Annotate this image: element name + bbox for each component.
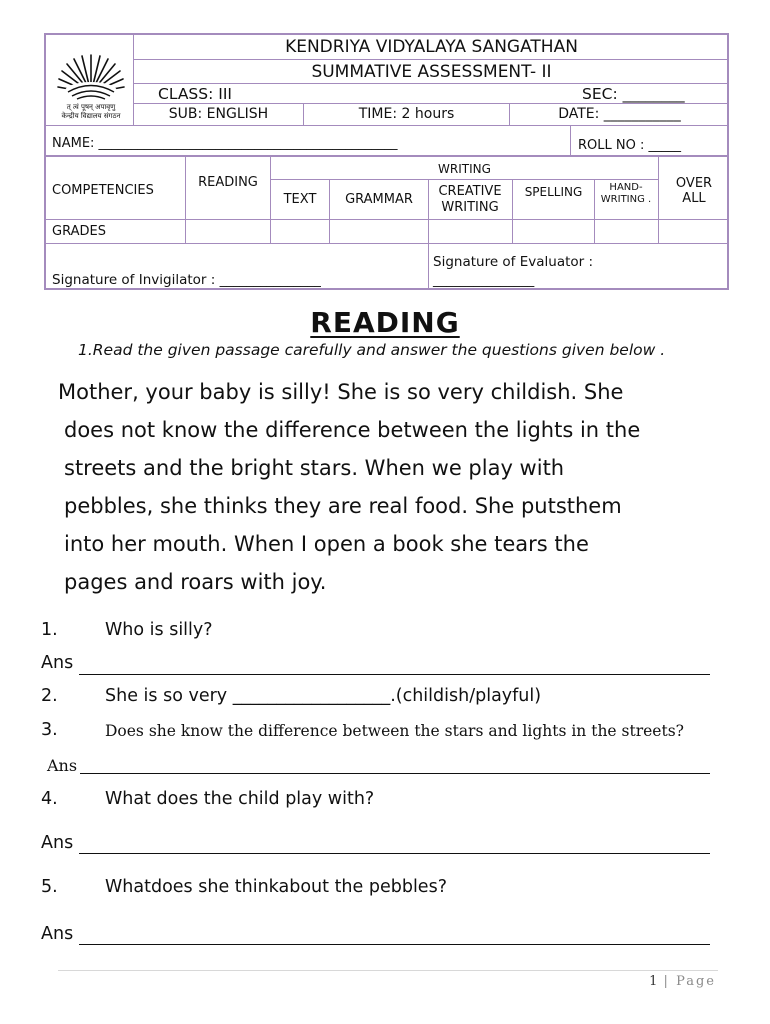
page-word: Page	[676, 974, 716, 989]
reading-header: READING	[198, 175, 258, 190]
writing-header: WRITING	[438, 162, 491, 176]
spelling-header: SPELLING	[524, 185, 583, 199]
creative-writing-header: CREATIVE WRITING	[438, 184, 502, 215]
roll-no-field: ROLL NO : _____	[578, 138, 681, 153]
page-footer: 1 | Page	[649, 974, 716, 989]
passage-line: streets and the bright stars. When we play with	[64, 456, 565, 480]
question-number: 1.	[41, 620, 58, 640]
sunburst-emblem-icon	[52, 41, 130, 101]
competencies-header: COMPETENCIES	[52, 183, 154, 198]
time-label: TIME: 2 hours	[358, 106, 455, 122]
kvs-logo	[52, 41, 130, 121]
passage-line: Mother, your baby is silly! She is so very childish. She	[58, 380, 624, 404]
question-number: 2.	[41, 686, 58, 706]
answer-label: Ans	[41, 924, 74, 944]
text-header: TEXT	[283, 192, 317, 207]
answer-line[interactable]	[79, 674, 710, 675]
evaluator-signature-label: Signature of Evaluator :	[433, 254, 594, 270]
question-text: Does she know the difference between the stars and lights in the streets?	[105, 722, 684, 740]
subject-label: SUB: ENGLISH	[168, 106, 269, 122]
instruction: 1.Read the given passage carefully and answer the questions given below .	[78, 341, 666, 359]
header-table	[44, 33, 729, 290]
grammar-header: GRAMMAR	[345, 192, 413, 207]
passage-line: into her mouth. When I open a book she tears the	[64, 532, 589, 556]
logo-motto: त् त्वं पूषन् अपावृणु	[66, 103, 116, 111]
question-text: What does the child play with?	[105, 789, 375, 809]
question-number: 5.	[41, 877, 58, 897]
grades-row-label: GRADES	[52, 224, 106, 239]
class-label: CLASS: III	[158, 85, 232, 103]
page-number: 1	[649, 974, 658, 989]
overall-header: OVER ALL	[675, 176, 713, 206]
name-field: NAME: ______________________________________________	[52, 136, 398, 151]
logo-org-name: केन्द्रीय विद्यालय संगठन	[61, 112, 121, 120]
answer-line[interactable]	[80, 773, 710, 774]
footer-rule	[58, 970, 718, 971]
answer-label: Ans	[41, 653, 74, 673]
passage-line: pebbles, she thinks they are real food. She putsthem	[64, 494, 622, 518]
date-label: DATE: ___________	[558, 106, 681, 122]
passage-line: does not know the difference between the lights in the	[64, 418, 641, 442]
evaluator-signature-line: _______________	[433, 272, 535, 288]
answer-label: Ans	[41, 833, 74, 853]
section-title: READING	[310, 306, 460, 339]
exam-title: SUMMATIVE ASSESSMENT- II	[311, 62, 552, 82]
handwriting-header: HAND-WRITING .	[600, 182, 652, 205]
question-number: 3.	[41, 720, 58, 740]
question-number: 4.	[41, 789, 58, 809]
school-name: KENDRIYA VIDYALAYA SANGATHAN	[285, 37, 578, 57]
answer-line[interactable]	[79, 853, 710, 854]
passage-line: pages and roars with joy.	[64, 570, 327, 594]
invigilator-signature: Signature of Invigilator : _______________	[52, 272, 321, 288]
answer-line[interactable]	[79, 944, 710, 945]
question-text: She is so very __________________.(childish/playful)	[105, 686, 542, 706]
question-text: Whatdoes she thinkabout the pebbles?	[105, 877, 447, 897]
section-label: SEC: ________	[582, 85, 685, 103]
answer-label: Ans	[47, 756, 78, 775]
question-text: Who is silly?	[105, 620, 213, 640]
